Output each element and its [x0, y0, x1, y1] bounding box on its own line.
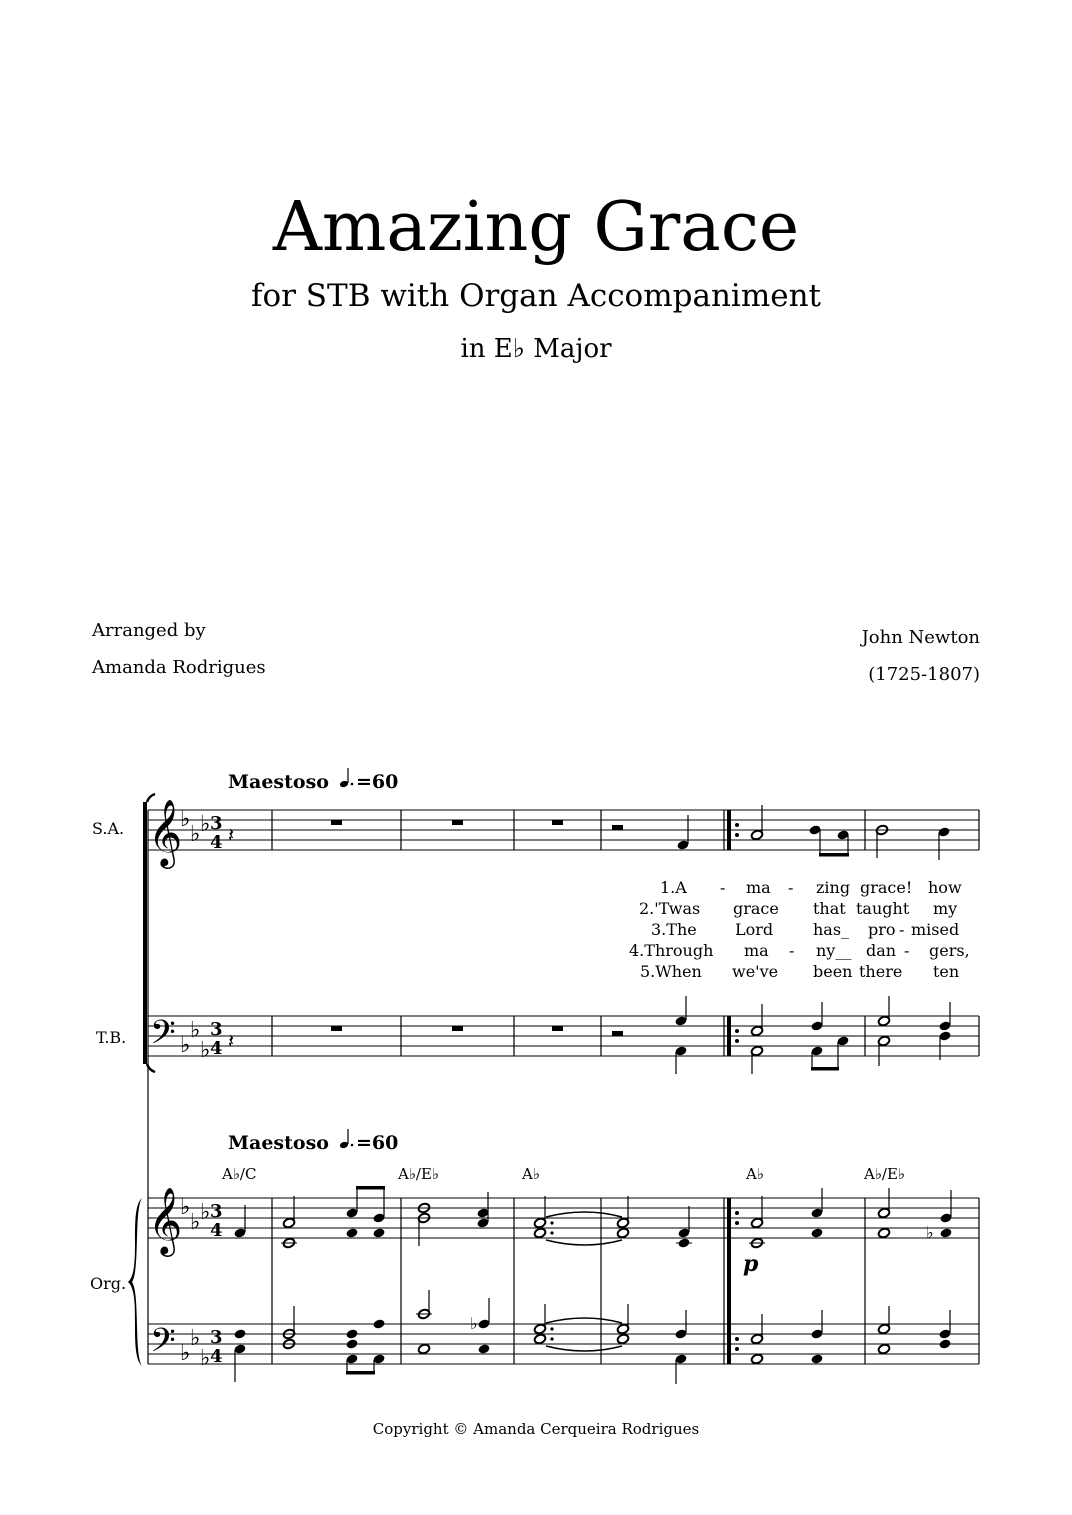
svg-text:♭: ♭ — [190, 1210, 201, 1235]
svg-text:-: - — [720, 878, 726, 897]
bass-clef-icon: 𝄢 — [150, 1322, 176, 1368]
svg-text:Lord: Lord — [735, 920, 774, 939]
staff-organ-bass — [148, 1324, 979, 1364]
repeat-dot — [735, 1337, 739, 1341]
svg-text:1.A: 1.A — [660, 878, 687, 897]
instrument-label-org: Org. — [90, 1274, 127, 1293]
svg-text:♭: ♭ — [180, 1341, 191, 1366]
chord-symbols — [221, 1165, 905, 1183]
dynamic-marking: p — [743, 1251, 759, 1277]
lyrics-verse-2 — [639, 899, 957, 918]
svg-text:we've: we've — [732, 962, 779, 981]
note — [750, 1004, 763, 1074]
organ-bass-notes — [233, 1290, 951, 1384]
svg-text:♭: ♭ — [926, 1223, 934, 1242]
note — [810, 1002, 823, 1032]
barlines-organ — [272, 1198, 979, 1364]
note — [674, 996, 687, 1074]
svg-text:how: how — [928, 878, 962, 897]
tempo-value: =60 — [356, 1132, 399, 1154]
composer-dates: (1725-1807) — [868, 664, 980, 685]
svg-text:♭: ♭ — [190, 822, 201, 847]
svg-text:♭: ♭ — [190, 1018, 201, 1043]
page-title: Amazing Grace — [272, 188, 800, 267]
eighth-notes-beamed — [810, 1035, 849, 1070]
repeat-dot — [735, 823, 739, 827]
repeat-dot — [735, 833, 739, 837]
svg-text:-: - — [899, 920, 905, 939]
svg-text:♭: ♭ — [200, 812, 211, 837]
time-signature — [210, 1201, 223, 1241]
svg-text:♭: ♭ — [200, 1200, 211, 1225]
staff-sa — [148, 810, 979, 850]
svg-text:A♭/C: A♭/C — [222, 1165, 257, 1183]
organ-treble-notes — [233, 1186, 952, 1249]
tempo-text: Maestoso — [228, 771, 329, 793]
svg-text:-: - — [904, 941, 910, 960]
dotted-quarter-note-icon — [339, 1129, 353, 1149]
repeat-dot — [735, 1039, 739, 1043]
note — [937, 826, 950, 860]
svg-text:dan: dan — [866, 941, 897, 960]
arranged-by-label: Arranged by — [92, 620, 206, 641]
svg-text:mised: mised — [911, 920, 960, 939]
svg-text:taught: taught — [856, 899, 910, 918]
svg-text:4: 4 — [210, 832, 223, 853]
lyrics-verse-1 — [660, 878, 962, 897]
quarter-rest-icon: 𝄽 — [228, 823, 235, 847]
dotted-quarter-note-icon — [339, 768, 353, 788]
lyrics-verse-4 — [629, 941, 970, 960]
repeat-dot — [735, 1347, 739, 1351]
svg-text:♭: ♭ — [190, 1326, 201, 1351]
quarter-rest-icon: 𝄽 — [228, 1029, 235, 1053]
svg-text:3: 3 — [210, 1201, 223, 1222]
svg-text:there: there — [859, 962, 903, 981]
svg-text:3: 3 — [210, 813, 223, 834]
svg-text:4: 4 — [210, 1220, 223, 1241]
staff-tb — [148, 1016, 979, 1056]
time-signature — [210, 813, 223, 853]
key-signature-flats — [180, 807, 210, 847]
note — [938, 1002, 951, 1060]
instrument-label-tb: T.B. — [96, 1028, 127, 1047]
lyrics-verse-5 — [640, 962, 959, 981]
tempo-text: Maestoso — [228, 1132, 329, 1154]
svg-text:gers,: gers, — [929, 941, 970, 960]
svg-text:2.'Twas: 2.'Twas — [639, 899, 701, 918]
tempo-value: =60 — [356, 771, 399, 793]
key-signature-flats — [180, 1195, 210, 1235]
instrument-label-sa: S.A. — [92, 819, 125, 838]
svg-text:grace!: grace! — [860, 878, 913, 897]
svg-text:A♭: A♭ — [746, 1165, 764, 1183]
svg-text:-: - — [788, 878, 794, 897]
svg-text:ma: ma — [744, 941, 769, 960]
repeat-start-barline-sa — [727, 810, 731, 850]
page-subtitle: for STB with Organ Accompaniment — [250, 278, 821, 314]
svg-text:4: 4 — [210, 1038, 223, 1059]
key-signature-text: in E♭ Major — [460, 334, 612, 364]
arranger-name: Amanda Rodrigues — [92, 657, 266, 678]
svg-text:grace: grace — [733, 899, 779, 918]
whole-rests-tb — [331, 1026, 623, 1036]
treble-clef-icon: 𝄞 — [148, 1186, 183, 1254]
svg-text:ma: ma — [746, 878, 771, 897]
copyright-notice: Copyright © Amanda Cerqueira Rodrigues — [372, 1420, 700, 1438]
svg-text:zing: zing — [816, 878, 851, 897]
svg-text:-: - — [789, 941, 795, 960]
svg-text:pro: pro — [868, 920, 896, 939]
treble-clef-icon: 𝄞 — [148, 798, 183, 866]
svg-text:ten: ten — [933, 962, 960, 981]
svg-text:that: that — [813, 899, 846, 918]
svg-text:♭: ♭ — [180, 807, 191, 832]
note — [875, 824, 888, 858]
repeat-dot — [735, 1211, 739, 1215]
svg-text:3.The: 3.The — [651, 920, 697, 939]
svg-text:my: my — [933, 899, 958, 918]
composer-name: John Newton — [861, 627, 980, 648]
time-signature — [210, 1019, 223, 1059]
svg-text:♭: ♭ — [200, 1346, 211, 1371]
svg-text:♭: ♭ — [180, 1195, 191, 1220]
svg-text:♭: ♭ — [180, 1033, 191, 1058]
staff-organ-treble — [148, 1198, 979, 1238]
svg-text:ny__: ny__ — [816, 941, 852, 960]
svg-text:♭: ♭ — [200, 1038, 211, 1063]
time-signature — [210, 1327, 223, 1367]
svg-text:5.When: 5.When — [640, 962, 702, 981]
lyrics-verse-3 — [651, 920, 959, 939]
svg-text:A♭/E♭: A♭/E♭ — [398, 1165, 439, 1183]
repeat-start-barline-organ — [727, 1198, 731, 1364]
repeat-dot — [735, 1029, 739, 1033]
svg-text:been: been — [813, 962, 853, 981]
svg-text:3: 3 — [210, 1327, 223, 1348]
repeat-dot — [735, 1221, 739, 1225]
svg-text:4: 4 — [210, 1346, 223, 1367]
svg-text:A♭/E♭: A♭/E♭ — [864, 1165, 905, 1183]
svg-text:A♭: A♭ — [522, 1165, 540, 1183]
bass-clef-icon: 𝄢 — [150, 1014, 176, 1060]
organ-brace — [128, 1198, 142, 1366]
repeat-start-barline-tb — [727, 1016, 731, 1056]
svg-text:has_: has_ — [813, 920, 850, 939]
whole-rests-sa — [331, 820, 623, 830]
svg-text:4.Through: 4.Through — [629, 941, 714, 960]
svg-text:3: 3 — [210, 1019, 223, 1040]
svg-text:♭: ♭ — [470, 1314, 478, 1333]
